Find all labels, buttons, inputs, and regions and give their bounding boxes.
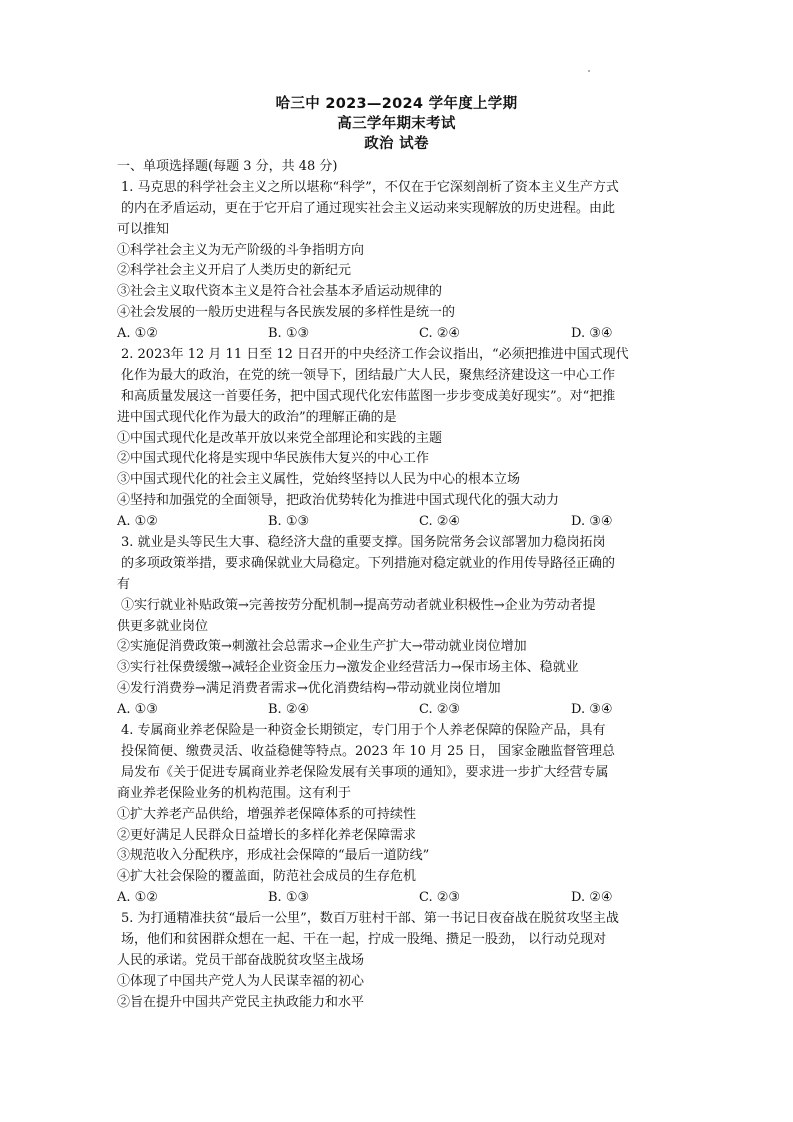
- statement-item: 供更多就业岗位: [117, 618, 209, 634]
- option-d: D. ③④: [571, 514, 613, 530]
- answer-options: [117, 888, 681, 909]
- question-stem-line: 进中国式现代化作为最大的政治”的理解正确的是: [117, 409, 397, 425]
- question-stem-line: 场，他们和贫困群众想在一起、干在一起，拧成一股绳、攒足一股劲， 以行动兑现对: [121, 931, 607, 947]
- answer-options: [117, 324, 681, 345]
- option-c: C. ②④: [419, 326, 461, 342]
- statement-item: ③中国式现代化的社会主义属性，党始终坚持以人民为中心的根本立场: [117, 472, 521, 488]
- statement-item: ③实行社保费缓缴→减轻企业资金压力→激发企业经营活力→保市场主体、稳就业: [117, 660, 579, 676]
- option-d: D. ③④: [571, 326, 613, 342]
- option-c: C. ②④: [419, 514, 461, 530]
- option-b: B. ①③: [268, 514, 310, 530]
- question-stem-line: 3. 就业是头等民生大事、稳经济大盘的重要支撑。国务院常务会议部署加力稳岗拓岗: [121, 535, 606, 551]
- question-stem-line: 局发布《关于促进专属商业养老保险发展有关事项的通知》，要求进一步扩大经营专属: [121, 764, 609, 780]
- question-stem-line: 投保简便、缴费灵活、收益稳健等特点。2023 年 10 月 25 日， 国家金融监督管理总: [121, 743, 615, 759]
- statement-item: ①中国式现代化是改革开放以来党全部理论和实践的主题: [117, 430, 443, 446]
- statement-item: ①扩大养老产品供给，增强养老保障体系的可持续性: [117, 806, 417, 822]
- question-4: [117, 721, 681, 909]
- statement-item: ②旨在提升中国共产党民主执政能力和水平: [117, 994, 365, 1010]
- question-1: [117, 178, 681, 345]
- question-2: [117, 345, 681, 533]
- answer-options: [117, 700, 681, 721]
- question-stem-line: 商业养老保险业务的机构范围。这有利于: [117, 785, 352, 801]
- question-stem-line: 化作为最大的政治，在党的统一领导下，团结最广大人民，聚焦经济建设这一中心工作: [121, 367, 616, 383]
- option-a: A. ①②: [117, 326, 158, 342]
- option-d: D. ③④: [571, 702, 613, 718]
- school-term-title: 哈三中 2023—2024 学年度上学期: [275, 96, 518, 112]
- statement-item: ④社会发展的一般历史进程与各民族发展的多样性是统一的: [117, 305, 456, 321]
- option-b: B. ②④: [268, 702, 310, 718]
- question-stem-line: 可以推知: [117, 221, 170, 237]
- option-a: A. ①②: [117, 890, 158, 906]
- statement-item: ④坚持和加强党的全面领导，把政治优势转化为推进中国式现代化的强大动力: [117, 493, 560, 509]
- section-heading: 一、单项选择题(每题 3 分，共 48 分): [117, 159, 338, 174]
- exam-header: [0, 94, 793, 154]
- statement-item: ②实施促消费政策→刺激社会总需求→企业生产扩大→带动就业岗位增加: [117, 639, 527, 655]
- statement-item: ①实行就业补贴政策→完善按劳分配机制→提高劳动者就业积极性→企业为劳动者提: [121, 597, 596, 613]
- question-stem-line: 的多项政策举措，要求确保就业大局稳定。下列措施对稳定就业的作用传导路径正确的: [121, 555, 616, 571]
- question-stem-line: 人民的承诺。党员干部奋战脱贫攻坚主战场: [117, 952, 365, 968]
- option-c: C. ②③: [419, 702, 461, 718]
- statement-item: ③规范收入分配秩序，形成社会保障的“最后一道防线”: [117, 848, 430, 864]
- question-stem-line: 5. 为打通精准扶贫“最后一公里”，数百万驻村干部、第一书记日夜奋战在脱贫攻坚主战: [121, 911, 619, 927]
- exam-name-title: 高三学年期末考试: [337, 116, 456, 132]
- question-stem-line: 4. 专属商业养老保险是一种资金长期锁定，专门用于个人养老保障的保险产品，具有: [121, 723, 606, 739]
- question-stem-line: 的内在矛盾运动，更在于它开启了通过现实社会主义运动来实现解放的历史进程。由此: [121, 200, 616, 216]
- statement-item: ②更好满足人民群众日益增长的多样化养老保障需求: [117, 827, 417, 843]
- option-a: A. ①③: [117, 702, 158, 718]
- option-b: B. ①③: [268, 326, 310, 342]
- statement-item: ①体现了中国共产党人为人民谋幸福的初心: [117, 973, 365, 989]
- statement-item: ②中国式现代化将是实现中华民族伟大复兴的中心工作: [117, 451, 430, 467]
- answer-options: [117, 512, 681, 533]
- statement-item: ②科学社会主义开启了人类历史的新纪元: [117, 263, 352, 279]
- question-5: [117, 909, 681, 1013]
- statement-item: ③社会主义取代资本主义是符合社会基本矛盾运动规律的: [117, 284, 443, 300]
- option-d: D. ②④: [571, 890, 613, 906]
- question-stem-line: 2. 2023年 12 月 11 日至 12 日召开的中央经济工作会议指出，“必须把推进中国式现代: [121, 347, 629, 363]
- statement-item: ④发行消费券→满足消费者需求→优化消费结构→带动就业岗位增加: [117, 681, 501, 697]
- question-3: [117, 533, 681, 721]
- statement-item: ④扩大社会保险的覆盖面，防范社会成员的生存危机: [117, 869, 417, 885]
- option-a: A. ①②: [117, 514, 158, 530]
- question-stem-line: 有: [117, 576, 131, 592]
- subject-title: 政治 试卷: [364, 136, 429, 152]
- statement-item: ①科学社会主义为无产阶级的斗争指明方向: [117, 242, 365, 258]
- option-b: B. ①③: [268, 890, 310, 906]
- option-c: C. ②③: [419, 890, 461, 906]
- question-stem-line: 和高质量发展这一首要任务，把中国式现代化宏伟蓝图一步步变成美好现实”。对“把推: [121, 388, 616, 404]
- scan-speck: [588, 70, 590, 72]
- exam-body: [117, 157, 681, 1014]
- question-stem-line: 1. 马克思的科学社会主义之所以堪称“科学”，不仅在于它深刻剖析了资本主义生产方式: [121, 179, 619, 195]
